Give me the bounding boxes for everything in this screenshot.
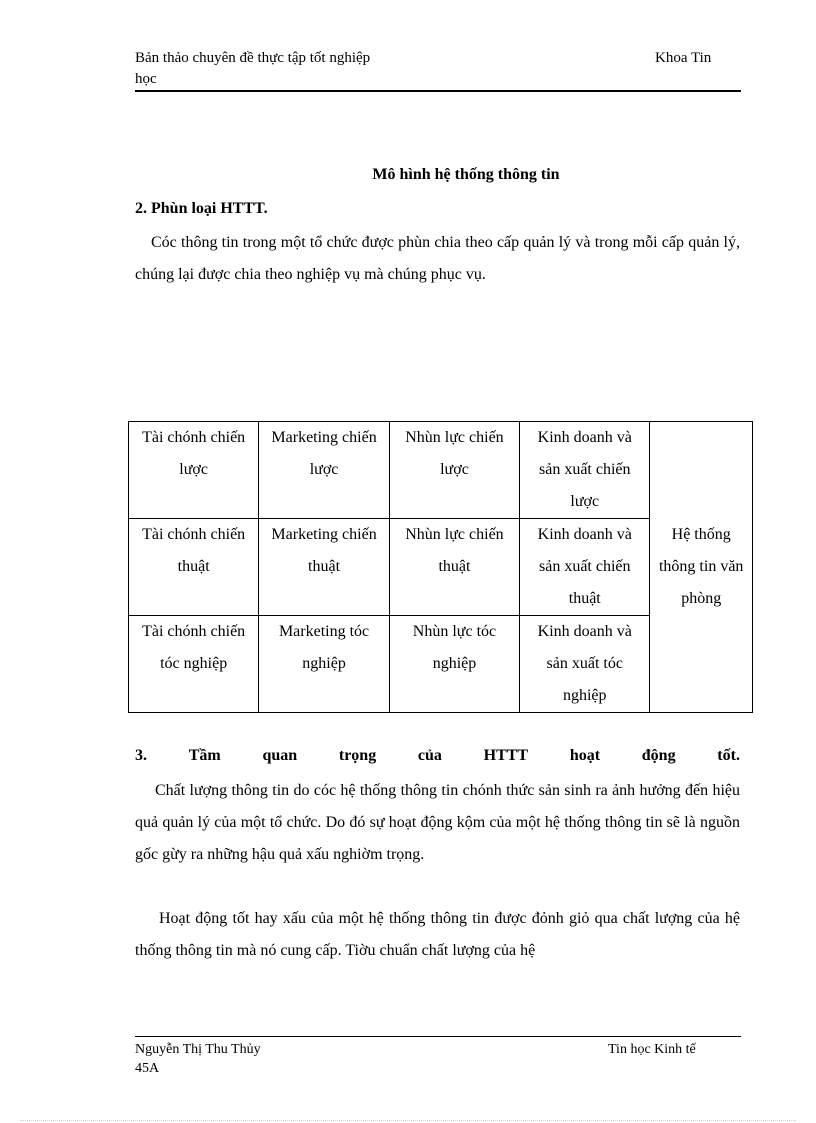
heading-word: trọng: [338, 747, 377, 764]
section-3-heading: [135, 747, 740, 765]
table-cell: Tài chónh chiến lược: [129, 422, 259, 519]
page-header-department: Khoa Tin: [655, 50, 712, 66]
table-cell: Tài chónh chiến thuật: [129, 519, 259, 616]
heading-word: Tầm: [188, 747, 221, 764]
heading-word: hoạt: [569, 747, 601, 764]
header-title-line1: Bản thảo chuyên đề thực tập tốt nghiệp: [135, 50, 371, 66]
footer-author-class: 45A: [135, 1061, 160, 1076]
table-side-cell: Hệ thống thông tin văn phòng: [650, 422, 753, 713]
table-cell: Nhùn lực chiến lược: [389, 422, 519, 519]
table-cell: Tài chónh chiến tóc nghiệp: [129, 616, 259, 713]
page-edge-divider: [20, 1120, 796, 1121]
table-row: [129, 422, 753, 519]
table-cell: Kinh doanh và sản xuất chiến thuật: [520, 519, 650, 616]
heading-word: quan: [262, 747, 298, 764]
section-2-paragraph: Cóc thông tin trong một tổ chức được phùn chia theo cấp quản lý và trong mỗi cấp quản lý, chúng lại được chia theo nghiệp vụ mà chúng phục vụ.: [135, 234, 740, 283]
page-footer-major: Tin học Kinh tế: [608, 1042, 696, 1057]
table-cell: Marketing tóc nghiệp: [259, 616, 390, 713]
page-footer-author: [135, 1040, 261, 1078]
footer-author-name: Nguyễn Thị Thu Thủy: [135, 1042, 261, 1057]
table-cell: Kinh doanh và sản xuất chiến lược: [520, 422, 650, 519]
heading-word: 3.: [135, 747, 147, 764]
table-cell: Nhùn lực chiến thuật: [389, 519, 519, 616]
heading-word: HTTT: [483, 747, 529, 764]
heading-word: tốt.: [717, 747, 740, 764]
heading-word: của: [417, 747, 442, 764]
table-cell: Marketing chiến lược: [259, 422, 390, 519]
footer-rule: [135, 1036, 741, 1037]
table-cell: Nhùn lực tóc nghiệp: [389, 616, 519, 713]
section-2-heading: 2. Phùn loại HTTT.: [135, 200, 268, 217]
section-3-paragraph-2: Hoạt động tốt hay xấu của một hệ thống thông tin được đỏnh giỏ qua chất lượng của hệ thống thông tin mà nó cung cấp. Tiờu chuẩn chất lượng của hệ: [135, 910, 740, 959]
page-header-title: [135, 48, 455, 90]
header-rule: [135, 90, 741, 92]
section-3-paragraph-1: Chất lượng thông tin do cóc hệ thống thông tin chónh thức sản sinh ra ảnh hưởng đến hiệu quả quản lý của một tổ chức. Do đó sự hoạt động kộm của một hệ thống thông tin sẽ là nguồn gốc gừy ra những hậu quả xấu nghiờm trọng.: [135, 782, 740, 863]
table-cell: Marketing chiến thuật: [259, 519, 390, 616]
information-systems-table: [128, 421, 753, 713]
heading-word: động: [641, 747, 676, 764]
header-title-line2: học: [135, 71, 157, 87]
table-cell: Kinh doanh và sản xuất tóc nghiệp: [520, 616, 650, 713]
figure-caption: Mô hình hệ thống thông tin: [372, 166, 560, 183]
